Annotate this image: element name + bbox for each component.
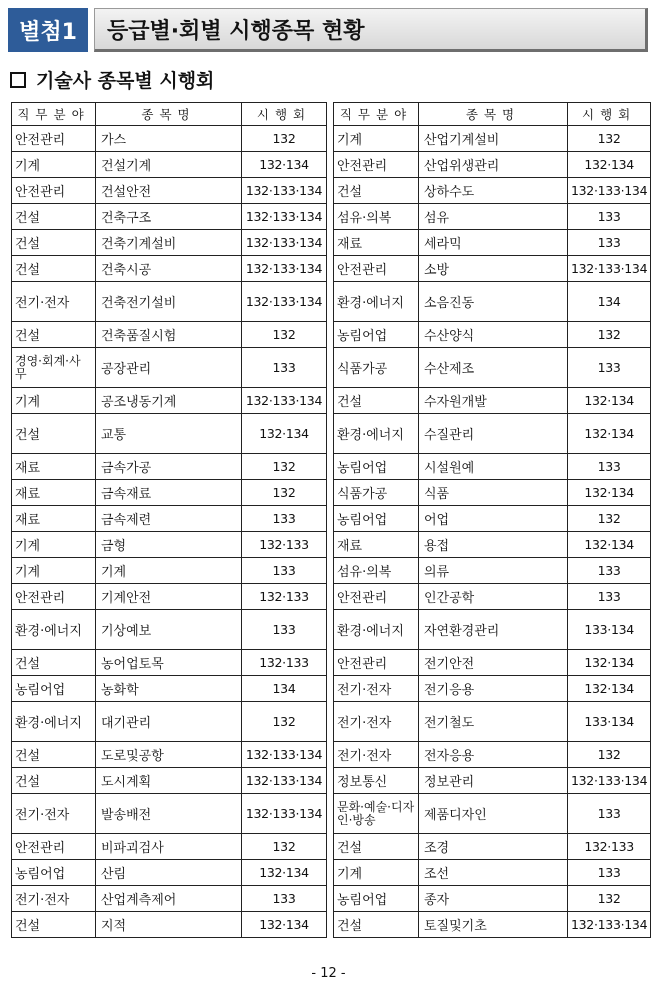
round-cell: 133: [242, 506, 327, 532]
name-cell: 조선: [419, 860, 568, 886]
table-row: [334, 558, 651, 584]
field-cell: 건설: [334, 912, 419, 938]
table-row: [334, 912, 651, 938]
table-row: [334, 204, 651, 230]
name-cell: 건축구조: [96, 204, 242, 230]
table-row: [334, 126, 651, 152]
right-table: [333, 102, 651, 938]
round-cell: 132·133·134: [242, 388, 327, 414]
field-cell: 기계: [334, 860, 419, 886]
field-cell: 농림어업: [12, 860, 96, 886]
field-cell: 농림어업: [12, 676, 96, 702]
field-cell: 환경·에너지: [334, 282, 419, 322]
name-cell: 금형: [96, 532, 242, 558]
name-cell: 전자응용: [419, 742, 568, 768]
table-row: [12, 650, 327, 676]
name-cell: 자연환경관리: [419, 610, 568, 650]
document-header: [8, 8, 648, 52]
column-header-round: 시행회: [242, 103, 327, 126]
field-cell: 안전관리: [12, 178, 96, 204]
table-row: [12, 584, 327, 610]
name-cell: 가스: [96, 126, 242, 152]
table-header-row: [334, 103, 651, 126]
round-cell: 132·134: [242, 152, 327, 178]
table-row: [12, 282, 327, 322]
round-cell: 133: [568, 230, 651, 256]
name-cell: 농화학: [96, 676, 242, 702]
field-cell: 안전관리: [12, 126, 96, 152]
table-row: [12, 610, 327, 650]
table-row: [12, 454, 327, 480]
round-cell: 133·134: [568, 610, 651, 650]
name-cell: 발송배전: [96, 794, 242, 834]
round-cell: 132: [242, 834, 327, 860]
round-cell: 132·134: [568, 152, 651, 178]
round-cell: 132·133·134: [242, 794, 327, 834]
round-cell: 132·134: [568, 676, 651, 702]
name-cell: 수질관리: [419, 414, 568, 454]
round-cell: 133: [568, 558, 651, 584]
name-cell: 정보관리: [419, 768, 568, 794]
name-cell: 수산양식: [419, 322, 568, 348]
column-header-name: 종목명: [96, 103, 242, 126]
field-cell: 전기·전자: [12, 886, 96, 912]
round-cell: 132·133·134: [242, 742, 327, 768]
field-cell: 안전관리: [334, 152, 419, 178]
name-cell: 종자: [419, 886, 568, 912]
round-cell: 132·133·134: [242, 204, 327, 230]
round-cell: 133: [242, 610, 327, 650]
name-cell: 산림: [96, 860, 242, 886]
attachment-badge: 별첨1: [8, 8, 88, 52]
table-row: [334, 886, 651, 912]
table-row: [12, 912, 327, 938]
round-cell: 133: [568, 348, 651, 388]
table-row: [12, 178, 327, 204]
square-bullet-icon: [10, 72, 26, 88]
table-row: [334, 256, 651, 282]
table-row: [12, 558, 327, 584]
round-cell: 133: [568, 794, 651, 834]
table-row: [334, 322, 651, 348]
field-cell: 식품가공: [334, 348, 419, 388]
name-cell: 대기관리: [96, 702, 242, 742]
round-cell: 132·133·134: [242, 282, 327, 322]
field-cell: 건설: [334, 178, 419, 204]
field-cell: 건설: [12, 322, 96, 348]
name-cell: 섬유: [419, 204, 568, 230]
table-row: [334, 282, 651, 322]
table-row: [12, 676, 327, 702]
field-cell: 농림어업: [334, 886, 419, 912]
left-table: [11, 102, 327, 938]
field-cell: 건설: [12, 204, 96, 230]
name-cell: 조경: [419, 834, 568, 860]
round-cell: 132: [568, 322, 651, 348]
name-cell: 전기응용: [419, 676, 568, 702]
field-cell: 환경·에너지: [334, 414, 419, 454]
name-cell: 소방: [419, 256, 568, 282]
field-cell: 문화·예술·디자인·방송: [334, 794, 419, 834]
round-cell: 132·133·134: [242, 768, 327, 794]
name-cell: 기계: [96, 558, 242, 584]
name-cell: 식품: [419, 480, 568, 506]
table-row: [334, 794, 651, 834]
table-row: [334, 702, 651, 742]
table-row: [12, 768, 327, 794]
round-cell: 132·134: [568, 650, 651, 676]
round-cell: 132·134: [568, 480, 651, 506]
name-cell: 공조냉동기계: [96, 388, 242, 414]
table-row: [12, 204, 327, 230]
table-row: [12, 834, 327, 860]
column-header-field: 직무분야: [334, 103, 419, 126]
field-cell: 전기·전자: [12, 794, 96, 834]
name-cell: 건축기계설비: [96, 230, 242, 256]
field-cell: 정보통신: [334, 768, 419, 794]
name-cell: 건축시공: [96, 256, 242, 282]
field-cell: 농림어업: [334, 454, 419, 480]
round-cell: 132·133·134: [568, 768, 651, 794]
table-row: [334, 414, 651, 454]
table-row: [334, 230, 651, 256]
round-cell: 132·133: [242, 584, 327, 610]
table-row: [334, 584, 651, 610]
field-cell: 식품가공: [334, 480, 419, 506]
field-cell: 안전관리: [334, 650, 419, 676]
table-row: [334, 650, 651, 676]
column-header-field: 직무분야: [12, 103, 96, 126]
table-row: [12, 506, 327, 532]
round-cell: 133·134: [568, 702, 651, 742]
field-cell: 건설: [12, 414, 96, 454]
round-cell: 132·133·134: [242, 178, 327, 204]
round-cell: 132·133: [242, 650, 327, 676]
table-row: [12, 702, 327, 742]
name-cell: 세라믹: [419, 230, 568, 256]
round-cell: 132·133·134: [242, 256, 327, 282]
table-row: [334, 152, 651, 178]
field-cell: 기계: [334, 126, 419, 152]
field-cell: 안전관리: [12, 834, 96, 860]
table-header-row: [12, 103, 327, 126]
field-cell: 환경·에너지: [12, 702, 96, 742]
field-cell: 기계: [12, 532, 96, 558]
round-cell: 132: [568, 886, 651, 912]
round-cell: 132·133·134: [568, 178, 651, 204]
field-cell: 기계: [12, 558, 96, 584]
name-cell: 인간공학: [419, 584, 568, 610]
name-cell: 수자원개발: [419, 388, 568, 414]
field-cell: 전기·전자: [334, 742, 419, 768]
table-row: [334, 480, 651, 506]
name-cell: 용접: [419, 532, 568, 558]
table-row: [12, 532, 327, 558]
table-row: [12, 348, 327, 388]
name-cell: 교통: [96, 414, 242, 454]
table-row: [12, 230, 327, 256]
name-cell: 시설원예: [419, 454, 568, 480]
field-cell: 경영·회계·사무: [12, 348, 96, 388]
field-cell: 섬유·의복: [334, 204, 419, 230]
round-cell: 132·133: [568, 834, 651, 860]
name-cell: 건축전기설비: [96, 282, 242, 322]
field-cell: 건설: [12, 912, 96, 938]
round-cell: 132: [242, 126, 327, 152]
round-cell: 132: [568, 126, 651, 152]
name-cell: 상하수도: [419, 178, 568, 204]
field-cell: 농림어업: [334, 322, 419, 348]
name-cell: 건축품질시험: [96, 322, 242, 348]
field-cell: 재료: [12, 480, 96, 506]
page-number: - 12 -: [311, 966, 346, 981]
round-cell: 132: [242, 322, 327, 348]
round-cell: 133: [568, 454, 651, 480]
field-cell: 기계: [12, 388, 96, 414]
column-header-round: 시행회: [568, 103, 651, 126]
table-row: [12, 388, 327, 414]
table-row: [12, 860, 327, 886]
name-cell: 금속재료: [96, 480, 242, 506]
name-cell: 기계안전: [96, 584, 242, 610]
page-title: 등급별·회별 시행종목 현황: [94, 8, 648, 52]
field-cell: 건설: [334, 834, 419, 860]
field-cell: 전기·전자: [334, 676, 419, 702]
name-cell: 농어업토목: [96, 650, 242, 676]
round-cell: 133: [242, 558, 327, 584]
field-cell: 안전관리: [334, 584, 419, 610]
name-cell: 건설기계: [96, 152, 242, 178]
table-row: [12, 480, 327, 506]
name-cell: 제품디자인: [419, 794, 568, 834]
table-row: [334, 178, 651, 204]
name-cell: 어업: [419, 506, 568, 532]
round-cell: 132·134: [242, 860, 327, 886]
round-cell: 132·133: [242, 532, 327, 558]
field-cell: 전기·전자: [12, 282, 96, 322]
field-cell: 재료: [12, 506, 96, 532]
name-cell: 금속제련: [96, 506, 242, 532]
name-cell: 기상예보: [96, 610, 242, 650]
field-cell: 건설: [12, 256, 96, 282]
section-heading: [10, 66, 214, 93]
round-cell: 132·133·134: [568, 256, 651, 282]
round-cell: 132·134: [242, 414, 327, 454]
name-cell: 도시계획: [96, 768, 242, 794]
name-cell: 건설안전: [96, 178, 242, 204]
table-row: [334, 860, 651, 886]
field-cell: 건설: [12, 230, 96, 256]
table-row: [334, 506, 651, 532]
table-row: [334, 388, 651, 414]
table-row: [334, 610, 651, 650]
table-row: [12, 794, 327, 834]
field-cell: 섬유·의복: [334, 558, 419, 584]
table-row: [334, 834, 651, 860]
round-cell: 132·134: [568, 388, 651, 414]
round-cell: 132·134: [568, 414, 651, 454]
round-cell: 132: [568, 506, 651, 532]
round-cell: 132·133·134: [242, 230, 327, 256]
name-cell: 산업계측제어: [96, 886, 242, 912]
name-cell: 소음진동: [419, 282, 568, 322]
field-cell: 환경·에너지: [12, 610, 96, 650]
round-cell: 132: [242, 454, 327, 480]
round-cell: 133: [568, 860, 651, 886]
round-cell: 133: [568, 584, 651, 610]
name-cell: 도로및공항: [96, 742, 242, 768]
field-cell: 전기·전자: [334, 702, 419, 742]
field-cell: 안전관리: [334, 256, 419, 282]
round-cell: 133: [242, 886, 327, 912]
round-cell: 132·134: [242, 912, 327, 938]
round-cell: 132: [242, 480, 327, 506]
table-row: [334, 768, 651, 794]
field-cell: 건설: [12, 650, 96, 676]
table-row: [12, 256, 327, 282]
name-cell: 토질및기초: [419, 912, 568, 938]
table-row: [334, 532, 651, 558]
field-cell: 건설: [12, 768, 96, 794]
field-cell: 안전관리: [12, 584, 96, 610]
table-row: [12, 742, 327, 768]
round-cell: 132·133·134: [568, 912, 651, 938]
field-cell: 건설: [334, 388, 419, 414]
table-row: [12, 322, 327, 348]
name-cell: 산업위생관리: [419, 152, 568, 178]
name-cell: 전기안전: [419, 650, 568, 676]
name-cell: 공장관리: [96, 348, 242, 388]
name-cell: 비파괴검사: [96, 834, 242, 860]
name-cell: 산업기계설비: [419, 126, 568, 152]
round-cell: 133: [568, 204, 651, 230]
name-cell: 의류: [419, 558, 568, 584]
field-cell: 재료: [12, 454, 96, 480]
table-row: [12, 152, 327, 178]
column-header-name: 종목명: [419, 103, 568, 126]
round-cell: 132: [242, 702, 327, 742]
name-cell: 전기철도: [419, 702, 568, 742]
field-cell: 재료: [334, 532, 419, 558]
table-row: [334, 676, 651, 702]
field-cell: 건설: [12, 742, 96, 768]
field-cell: 환경·에너지: [334, 610, 419, 650]
name-cell: 수산제조: [419, 348, 568, 388]
field-cell: 재료: [334, 230, 419, 256]
name-cell: 금속가공: [96, 454, 242, 480]
section-title: 기술사 종목별 시행회: [36, 70, 215, 92]
table-row: [12, 126, 327, 152]
field-cell: 기계: [12, 152, 96, 178]
table-row: [334, 742, 651, 768]
table-row: [334, 454, 651, 480]
round-cell: 132·134: [568, 532, 651, 558]
round-cell: 133: [242, 348, 327, 388]
round-cell: 134: [242, 676, 327, 702]
name-cell: 지적: [96, 912, 242, 938]
round-cell: 132: [568, 742, 651, 768]
table-row: [12, 414, 327, 454]
table-row: [12, 886, 327, 912]
table-row: [334, 348, 651, 388]
round-cell: 134: [568, 282, 651, 322]
field-cell: 농림어업: [334, 506, 419, 532]
